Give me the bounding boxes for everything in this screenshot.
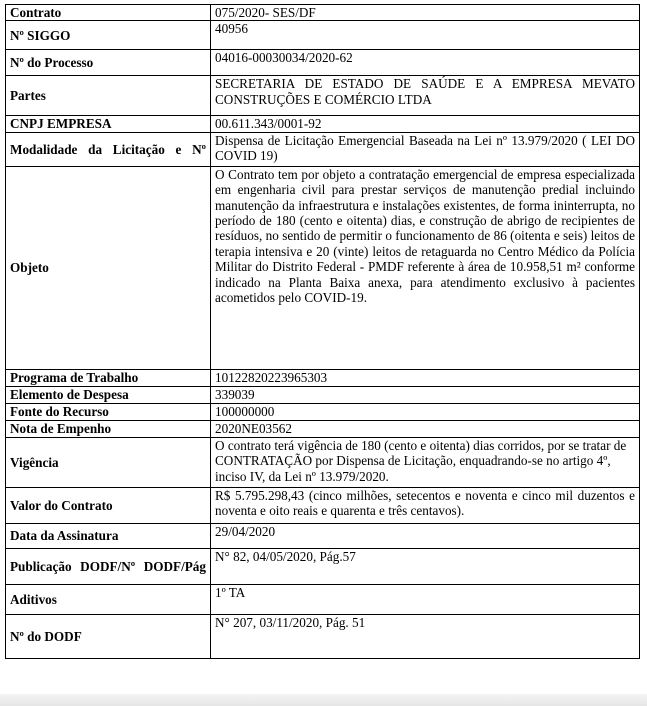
table-row bbox=[6, 132, 640, 166]
row-label-assinatura: Data da Assinatura bbox=[6, 523, 211, 548]
row-label-siggo: Nº SIGGO bbox=[6, 21, 211, 50]
table-row bbox=[6, 523, 640, 548]
row-label-fonte: Fonte do Recurso bbox=[6, 403, 211, 420]
row-label-programa: Programa de Trabalho bbox=[6, 369, 211, 386]
row-label-modalidade: Modalidade da Licitação e Nº bbox=[6, 132, 211, 166]
row-value-empenho: 2020NE03562 bbox=[211, 420, 640, 437]
row-label-contrato: Contrato bbox=[6, 5, 211, 21]
row-label-elemento: Elemento de Despesa bbox=[6, 386, 211, 403]
row-label-publicacao: Publicação DODF/Nº DODF/Pág bbox=[6, 548, 211, 584]
table-row bbox=[6, 437, 640, 487]
table-row bbox=[6, 369, 640, 386]
row-label-dodf: Nº do DODF bbox=[6, 614, 211, 658]
row-value-cnpj: 00.611.343/0001-92 bbox=[211, 116, 640, 132]
table-row bbox=[6, 116, 640, 132]
row-value-aditivos: 1º TA bbox=[211, 584, 640, 614]
row-label-partes: Partes bbox=[6, 76, 211, 116]
table-row bbox=[6, 5, 640, 21]
table-row bbox=[6, 76, 640, 116]
table-row bbox=[6, 584, 640, 614]
row-label-empenho: Nota de Empenho bbox=[6, 420, 211, 437]
row-value-processo: 04016-00030034/2020-62 bbox=[211, 50, 640, 76]
table-row bbox=[6, 614, 640, 658]
row-value-elemento: 339039 bbox=[211, 386, 640, 403]
row-label-valor: Valor do Contrato bbox=[6, 487, 211, 523]
table-row bbox=[6, 166, 640, 369]
row-label-cnpj: CNPJ EMPRESA bbox=[6, 116, 211, 132]
row-label-vigencia: Vigência bbox=[6, 437, 211, 487]
table-row bbox=[6, 548, 640, 584]
row-value-dodf: N° 207, 03/11/2020, Pág. 51 bbox=[211, 614, 640, 658]
row-value-programa: 10122820223965303 bbox=[211, 369, 640, 386]
row-value-siggo: 40956 bbox=[211, 21, 640, 50]
row-value-vigencia: O contrato terá vigência de 180 (cento e oitenta) dias corridos, por se tratar de CONTRATAÇÃO por Dispensa de Licitação, enquadrando-se no artigo 4º, inciso IV, da Lei nº 13.979/2020. bbox=[211, 437, 640, 487]
contract-summary-table bbox=[5, 4, 640, 659]
row-value-fonte: 100000000 bbox=[211, 403, 640, 420]
row-value-partes: SECRETARIA DE ESTADO DE SAÚDE E A EMPRESA MEVATO CONSTRUÇÕES E COMÉRCIO LTDA bbox=[211, 76, 640, 116]
page-bottom-edge bbox=[0, 694, 647, 706]
row-value-valor: R$ 5.795.298,43 (cinco milhões, setecentos e noventa e cinco mil duzentos e noventa e oito reais e quarenta e três centavos). bbox=[211, 487, 640, 523]
row-value-modalidade: Dispensa de Licitação Emergencial Baseada na Lei nº 13.979/2020 ( LEI DO COVID 19) bbox=[211, 132, 640, 166]
table-row bbox=[6, 420, 640, 437]
row-label-processo: Nº do Processo bbox=[6, 50, 211, 76]
table-row bbox=[6, 386, 640, 403]
row-value-publicacao: N° 82, 04/05/2020, Pág.57 bbox=[211, 548, 640, 584]
table-row bbox=[6, 403, 640, 420]
row-label-aditivos: Aditivos bbox=[6, 584, 211, 614]
row-label-objeto: Objeto bbox=[6, 166, 211, 369]
table-row bbox=[6, 50, 640, 76]
row-value-assinatura: 29/04/2020 bbox=[211, 523, 640, 548]
table-row bbox=[6, 487, 640, 523]
row-value-objeto: O Contrato tem por objeto a contratação emergencial de empresa especializada em engenharia civil para prestar serviços de manutenção predial incluindo manutenção da infraestrutura e instalações existentes, de forma ininterrupta, no período de 180 (cento e oitenta) dias, e construção de abrigo de recipientes de resíduos, no sentido de permitir o funcionamento de 86 (oitenta e seis) leitos de terapia intensiva e 20 (vinte) leitos de retaguarda no Centro Médico da Polícia Militar do Distrito Federal - PMDF referente à área de 10.958,51 m² conforme indicado na Planta Baixa anexa, para atendimento exclusivo à pacientes acometidos pelo COVID-19. bbox=[211, 166, 640, 369]
row-value-contrato: 075/2020- SES/DF bbox=[211, 5, 640, 21]
table-row bbox=[6, 21, 640, 50]
